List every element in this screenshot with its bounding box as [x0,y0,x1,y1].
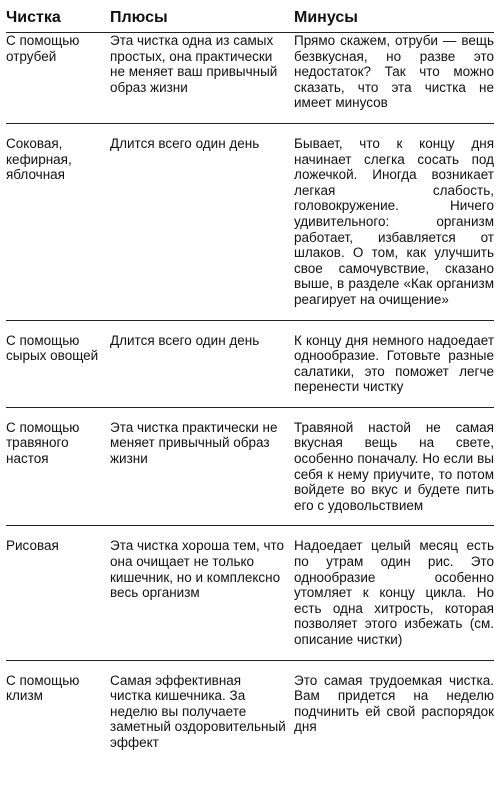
table-row [6,538,494,647]
row-pros: Длится всего один день [110,135,260,151]
header-cons: Минусы [294,9,358,26]
table-row [6,136,494,308]
header-row [6,6,494,32]
table-row [6,33,494,111]
header-pros: Плюсы [110,9,168,26]
row-cons: Травяной настой не самая вкусная вещь на свете, особенно поначалу. Но если вы себя к нему приучите, то потом войдете во вкус и будете пить его с удовольствием [294,419,494,513]
row-name: С помощью травяного настоя [6,419,80,467]
row-pros: Эта чистка практически не меняет привычный образ жизни [110,419,278,467]
row-name: С помощью сырых овощей [6,332,99,364]
row-pros: Длится всего один день [110,332,260,348]
row-cons: Прямо скажем, отруби — вещь безвкусная, но разве это недостаток? Так что можно сказать, что эта чистка не имеет минусов [294,33,494,111]
table-header [6,6,494,33]
table-row [6,673,494,751]
cleansing-comparison-table [6,6,494,751]
row-cons: Бывает, что к концу дня начинает слегка сосать под ложечкой. Иногда возникает легкая слабость, головокружение. Ничего удивительного: организм работает, избавляется от шлаков. О том, как улучшить свое самочувствие, сказано выше, в разделе «Как организм реагирует на очищение» [294,135,494,307]
row-cons: К концу дня немного надоедает однообразие. Готовьте разные салатики, это поможет легче перенести чистку [294,332,494,395]
row-name: С помощью отрубей [6,33,80,64]
table-row [6,420,494,514]
row-cons: Это самая трудоемкая чистка. Вам придется на неделю подчинить ей свой распорядок дня [294,672,494,735]
row-name: С помощью клизм [6,672,80,704]
row-name: Соковая, кефирная, яблочная [6,135,72,183]
row-cons: Надоедает целый месяц есть по утрам один рис. Это однообразие особенно утомляет к концу цикла. Но есть одна хитрость, которая позволяет этого избежать (см. описание чистки) [294,538,494,647]
row-name: Рисовая [6,538,59,554]
header-cleansing: Чистка [6,9,61,26]
row-pros: Эта чистка хороша тем, что она очищает не только кишечник, но и комплексно весь организм [110,538,285,601]
table-row [6,333,494,395]
row-pros: Эта чистка одна из самых простых, она практически не меняет ваш привычный образ жизни [110,33,278,95]
row-pros: Самая эффективная чистка кишечника. За неделю вы получаете заметный оздоровительный эффект [110,672,286,750]
table-body [6,33,494,751]
